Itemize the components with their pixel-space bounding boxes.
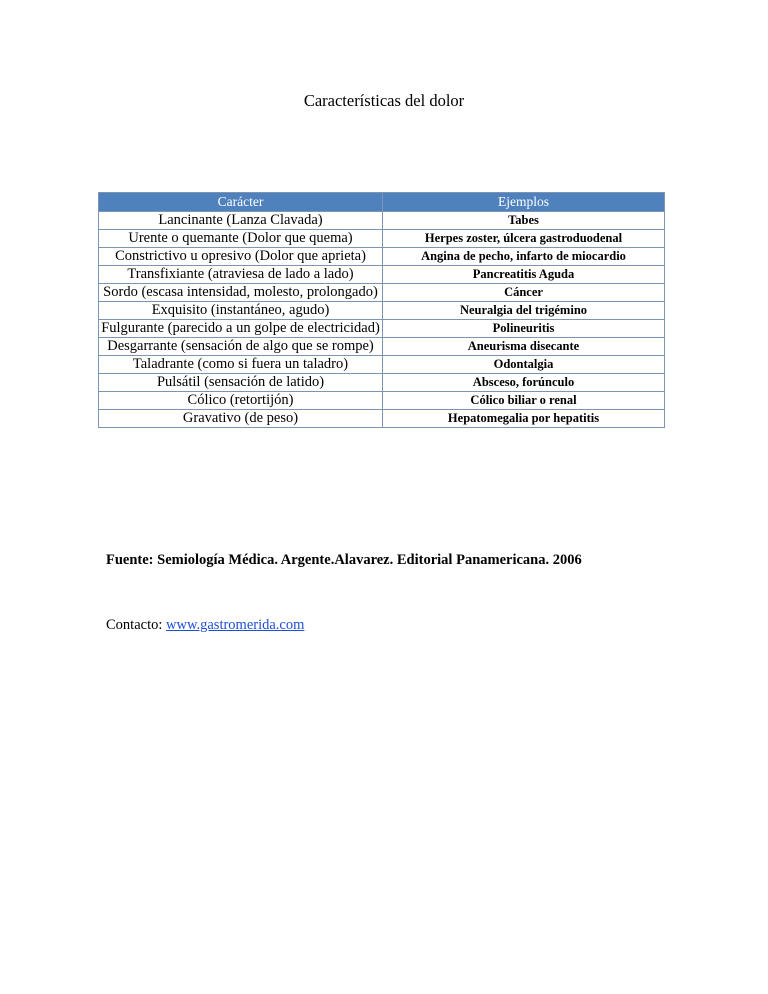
caracter-cell: Desgarrante (sensación de algo que se rompe) <box>99 338 383 356</box>
ejemplo-cell: Cólico biliar o renal <box>383 392 665 410</box>
ejemplo-cell: Angina de pecho, infarto de miocardio <box>383 248 665 266</box>
caracter-cell: Pulsátil (sensación de latido) <box>99 374 383 392</box>
ejemplo-cell: Polineuritis <box>383 320 665 338</box>
table-header-row <box>99 193 665 212</box>
website-link[interactable]: www.gastromerida.com <box>166 617 305 633</box>
caracter-cell: Cólico (retortijón) <box>99 392 383 410</box>
column-header-ejemplos: Ejemplos <box>383 193 665 212</box>
table-row <box>99 320 665 338</box>
table-row <box>99 284 665 302</box>
ejemplo-cell: Herpes zoster, úlcera gastroduodenal <box>383 230 665 248</box>
caracter-cell: Lancinante (Lanza Clavada) <box>99 212 383 230</box>
ejemplo-cell: Hepatomegalia por hepatitis <box>383 410 665 428</box>
caracter-cell: Urente o quemante (Dolor que quema) <box>99 230 383 248</box>
table-row <box>99 392 665 410</box>
table-row <box>99 212 665 230</box>
ejemplo-cell: Pancreatitis Aguda <box>383 266 665 284</box>
caracter-cell: Transfixiante (atraviesa de lado a lado) <box>99 266 383 284</box>
column-header-caracter: Carácter <box>99 193 383 212</box>
table-row <box>99 266 665 284</box>
source-citation: Fuente: Semiología Médica. Argente.Alavarez. Editorial Panamericana. 2006 <box>106 552 582 568</box>
ejemplo-cell: Neuralgia del trigémino <box>383 302 665 320</box>
table-row <box>99 230 665 248</box>
caracter-cell: Gravativo (de peso) <box>99 410 383 428</box>
page-title: Características del dolor <box>303 91 465 110</box>
table-row <box>99 338 665 356</box>
table-row <box>99 374 665 392</box>
contact-label: Contacto: <box>106 617 163 633</box>
ejemplo-cell: Tabes <box>383 212 665 230</box>
table-row <box>99 356 665 374</box>
table-row <box>99 248 665 266</box>
caracter-cell: Sordo (escasa intensidad, molesto, prolongado) <box>99 284 383 302</box>
ejemplo-cell: Cáncer <box>383 284 665 302</box>
table-row <box>99 302 665 320</box>
caracter-cell: Fulgurante (parecido a un golpe de electricidad) <box>99 320 383 338</box>
ejemplo-cell: Aneurisma disecante <box>383 338 665 356</box>
caracter-cell: Constrictivo u opresivo (Dolor que aprieta) <box>99 248 383 266</box>
table-row <box>99 410 665 428</box>
contact-line <box>106 617 304 634</box>
caracter-cell: Taladrante (como si fuera un taladro) <box>99 356 383 374</box>
ejemplo-cell: Odontalgia <box>383 356 665 374</box>
caracter-cell: Exquisito (instantáneo, agudo) <box>99 302 383 320</box>
pain-characteristics-table <box>98 192 665 428</box>
ejemplo-cell: Absceso, forúnculo <box>383 374 665 392</box>
